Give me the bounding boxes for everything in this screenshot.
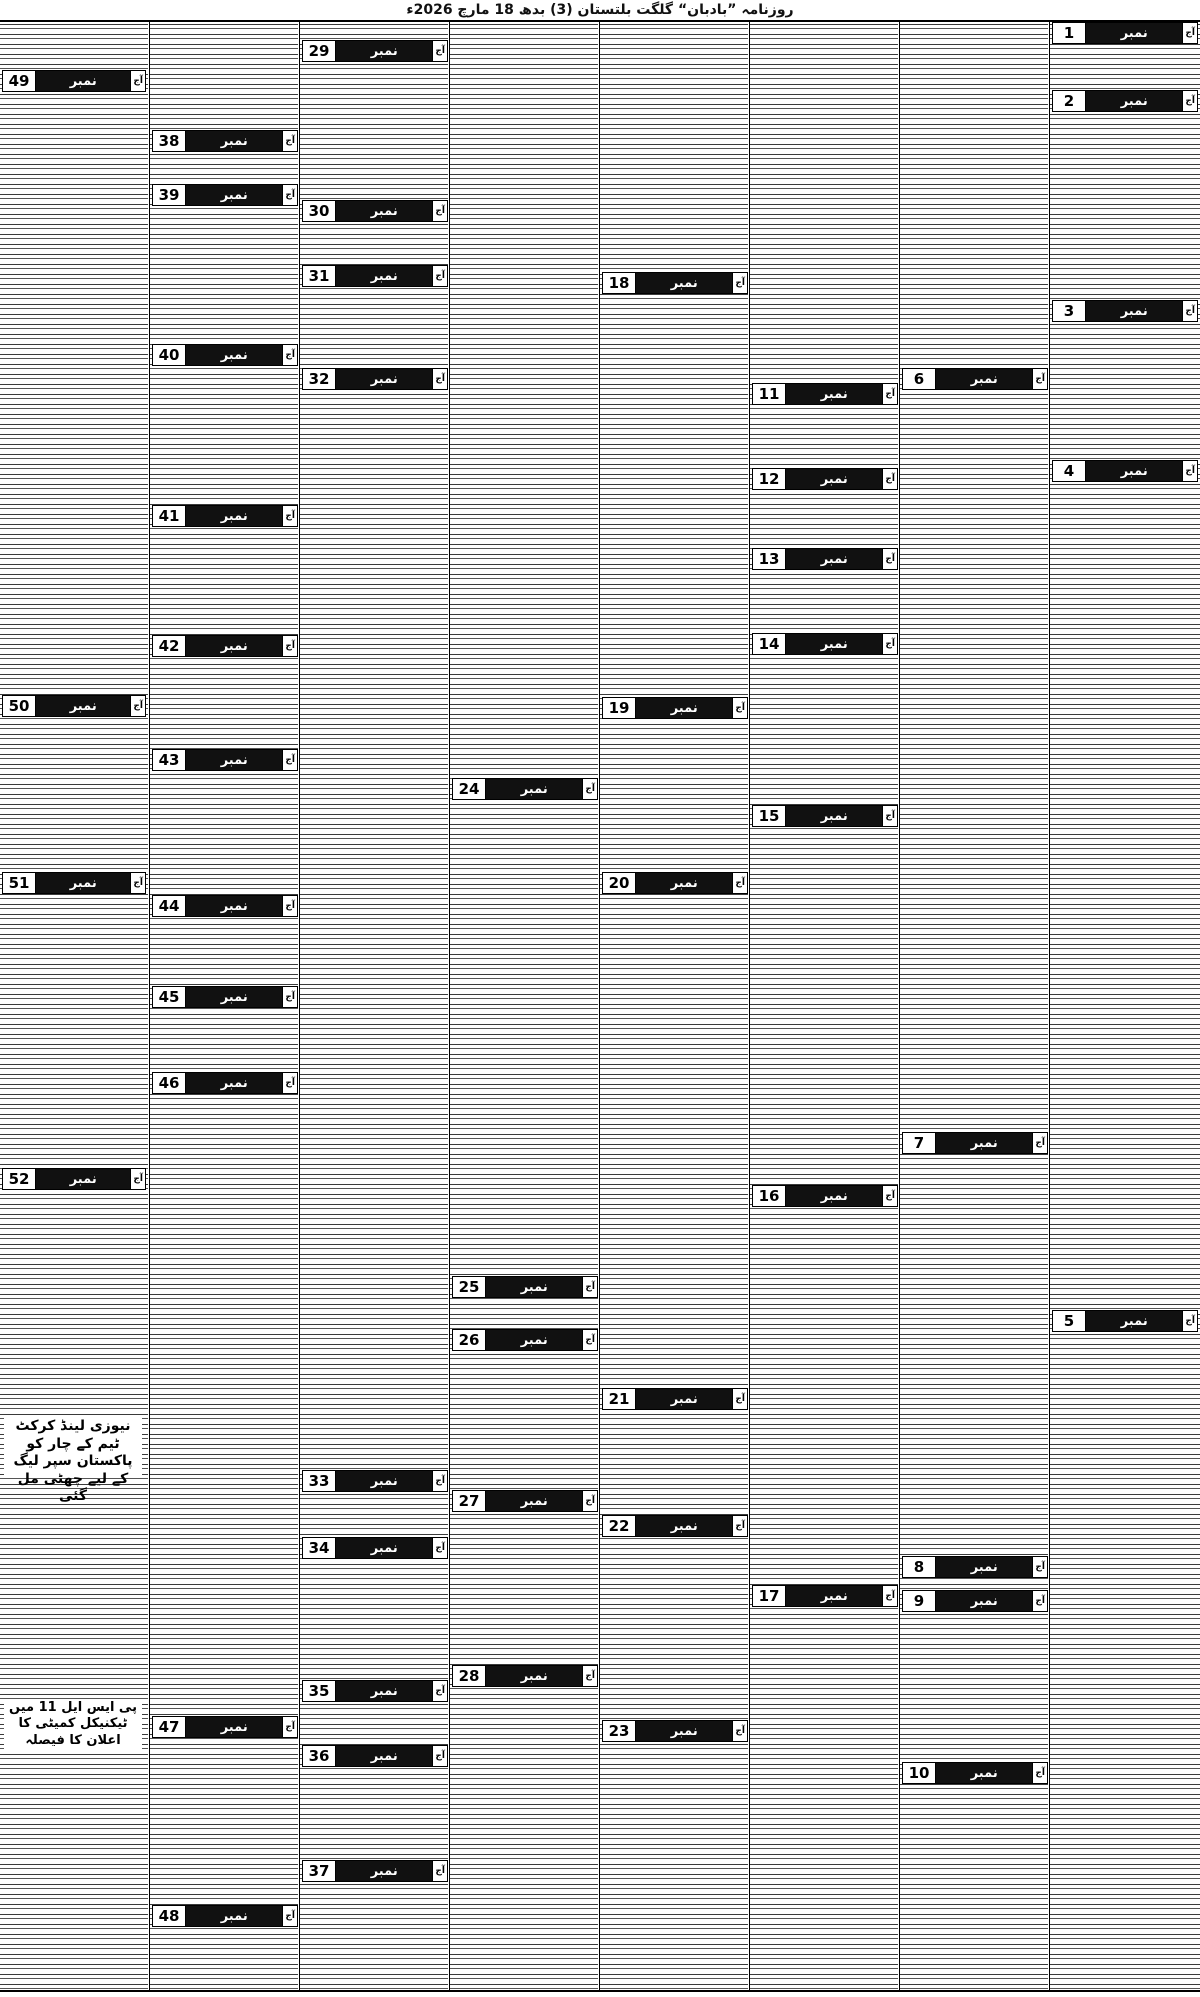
item-number: 42: [153, 636, 186, 656]
item-tag: آج: [882, 634, 897, 654]
item-number-badge: [302, 265, 448, 287]
item-label: نمبر: [786, 549, 882, 569]
item-number-badge: [152, 1905, 298, 1927]
item-label: نمبر: [336, 201, 432, 221]
item-number-badge: [152, 184, 298, 206]
item-number: 32: [303, 369, 336, 389]
item-number: 11: [753, 384, 786, 404]
text-column: [900, 22, 1048, 1990]
item-number-badge: [302, 1537, 448, 1559]
item-tag: آج: [282, 1906, 297, 1926]
item-number: 29: [303, 41, 336, 61]
item-number: 17: [753, 1586, 786, 1606]
item-number: 38: [153, 131, 186, 151]
text-column: [0, 22, 148, 1990]
text-column: [600, 22, 748, 1990]
item-tag: آج: [432, 201, 447, 221]
item-tag: آج: [882, 806, 897, 826]
item-number-badge: [902, 1556, 1048, 1578]
item-number-badge: [302, 40, 448, 62]
item-number-badge: [452, 1665, 598, 1687]
item-tag: آج: [432, 1538, 447, 1558]
item-number: 41: [153, 506, 186, 526]
item-tag: آج: [582, 1277, 597, 1297]
item-number: 50: [3, 696, 36, 716]
item-number-badge: [602, 1720, 748, 1742]
item-number: 18: [603, 273, 636, 293]
item-label: نمبر: [636, 273, 732, 293]
item-number: 12: [753, 469, 786, 489]
item-label: نمبر: [936, 1557, 1032, 1577]
item-tag: آج: [282, 896, 297, 916]
item-number-badge: [752, 805, 898, 827]
item-number: 3: [1053, 301, 1086, 321]
item-label: نمبر: [36, 71, 130, 91]
item-number: 20: [603, 873, 636, 893]
item-label: نمبر: [486, 1491, 582, 1511]
item-tag: آج: [1032, 1763, 1047, 1783]
item-number-badge: [2, 70, 146, 92]
item-number: 16: [753, 1186, 786, 1206]
column-divider: [1049, 22, 1050, 1990]
item-label: نمبر: [186, 131, 282, 151]
column-divider: [149, 22, 150, 1990]
item-tag: آج: [432, 1471, 447, 1491]
item-label: نمبر: [186, 185, 282, 205]
column-divider: [599, 22, 600, 1990]
item-label: نمبر: [1086, 461, 1182, 481]
item-number-badge: [752, 1185, 898, 1207]
item-tag: آج: [130, 1169, 145, 1189]
item-tag: آج: [1032, 1557, 1047, 1577]
item-tag: آج: [1032, 1133, 1047, 1153]
item-label: نمبر: [186, 506, 282, 526]
masthead: روزنامہ ”بادبان“ گلگت بلتستان (3) بدھ 18 مارچ 2026ء: [0, 0, 1200, 22]
item-label: نمبر: [336, 266, 432, 286]
item-number: 45: [153, 987, 186, 1007]
item-number-badge: [2, 1168, 146, 1190]
item-number-badge: [152, 130, 298, 152]
item-label: نمبر: [186, 636, 282, 656]
item-number: 30: [303, 201, 336, 221]
item-number-badge: [452, 778, 598, 800]
item-label: نمبر: [786, 806, 882, 826]
item-number: 44: [153, 896, 186, 916]
item-tag: آج: [1182, 91, 1197, 111]
item-number: 8: [903, 1557, 936, 1577]
item-number-badge: [302, 1470, 448, 1492]
item-label: نمبر: [186, 1717, 282, 1737]
item-number: 37: [303, 1861, 336, 1881]
item-number-badge: [752, 548, 898, 570]
item-label: نمبر: [786, 1186, 882, 1206]
item-label: نمبر: [786, 469, 882, 489]
item-number: 9: [903, 1591, 936, 1611]
item-number-badge: [302, 368, 448, 390]
item-number: 13: [753, 549, 786, 569]
item-label: نمبر: [186, 896, 282, 916]
item-number-badge: [152, 1716, 298, 1738]
item-tag: آج: [882, 469, 897, 489]
item-tag: آج: [1182, 1311, 1197, 1331]
item-number-badge: [452, 1490, 598, 1512]
item-number-badge: [602, 1515, 748, 1537]
item-label: نمبر: [336, 41, 432, 61]
item-label: نمبر: [36, 696, 130, 716]
item-label: نمبر: [336, 1538, 432, 1558]
item-label: نمبر: [186, 1906, 282, 1926]
item-number: 25: [453, 1277, 486, 1297]
item-label: نمبر: [1086, 91, 1182, 111]
item-label: نمبر: [636, 1389, 732, 1409]
item-tag: آج: [732, 873, 747, 893]
item-label: نمبر: [336, 1681, 432, 1701]
item-label: نمبر: [1086, 23, 1182, 43]
item-label: نمبر: [186, 1073, 282, 1093]
item-label: نمبر: [486, 1666, 582, 1686]
item-tag: آج: [130, 696, 145, 716]
item-tag: آج: [432, 1681, 447, 1701]
item-number-badge: [452, 1276, 598, 1298]
item-number-badge: [152, 986, 298, 1008]
item-number-badge: [152, 344, 298, 366]
item-number: 7: [903, 1133, 936, 1153]
item-number-badge: [1052, 90, 1198, 112]
item-tag: آج: [282, 1717, 297, 1737]
item-number-badge: [752, 383, 898, 405]
item-number-badge: [902, 1590, 1048, 1612]
item-tag: آج: [282, 750, 297, 770]
item-tag: آج: [1182, 461, 1197, 481]
item-number: 40: [153, 345, 186, 365]
item-number: 36: [303, 1746, 336, 1766]
item-label: نمبر: [1086, 301, 1182, 321]
item-number-badge: [2, 695, 146, 717]
item-number: 31: [303, 266, 336, 286]
item-number-badge: [902, 1762, 1048, 1784]
item-number: 15: [753, 806, 786, 826]
column-divider: [299, 22, 300, 1990]
item-label: نمبر: [936, 369, 1032, 389]
item-number: 49: [3, 71, 36, 91]
item-number: 47: [153, 1717, 186, 1737]
page-bottom-rule: [0, 1990, 1200, 1992]
item-number-badge: [152, 1072, 298, 1094]
item-number-badge: [1052, 460, 1198, 482]
item-number-badge: [452, 1329, 598, 1351]
item-number: 22: [603, 1516, 636, 1536]
item-number-badge: [602, 272, 748, 294]
item-number: 23: [603, 1721, 636, 1741]
item-number-badge: [602, 1388, 748, 1410]
item-label: نمبر: [486, 1330, 582, 1350]
item-label: نمبر: [636, 1721, 732, 1741]
item-label: نمبر: [786, 384, 882, 404]
item-number-badge: [302, 1680, 448, 1702]
item-tag: آج: [732, 273, 747, 293]
item-label: نمبر: [186, 987, 282, 1007]
item-tag: آج: [432, 369, 447, 389]
item-tag: آج: [882, 1586, 897, 1606]
column-divider: [899, 22, 900, 1990]
item-number: 34: [303, 1538, 336, 1558]
item-number-badge: [752, 468, 898, 490]
item-label: نمبر: [786, 634, 882, 654]
item-label: نمبر: [186, 345, 282, 365]
item-number: 46: [153, 1073, 186, 1093]
item-tag: آج: [282, 1073, 297, 1093]
item-tag: آج: [432, 1746, 447, 1766]
item-tag: آج: [882, 1186, 897, 1206]
item-number-badge: [1052, 1310, 1198, 1332]
item-number-badge: [1052, 300, 1198, 322]
item-label: نمبر: [486, 1277, 582, 1297]
item-number: 26: [453, 1330, 486, 1350]
item-tag: آج: [1182, 301, 1197, 321]
item-number-badge: [752, 1585, 898, 1607]
item-label: نمبر: [636, 873, 732, 893]
item-tag: آج: [130, 71, 145, 91]
item-label: نمبر: [936, 1133, 1032, 1153]
item-tag: آج: [282, 506, 297, 526]
item-number-badge: [152, 749, 298, 771]
item-number-badge: [2, 872, 146, 894]
psl-headline: پی ایس ایل 11 میں ٹیکنیکل کمیٹی کا اعلان کا فیصلہ: [4, 1700, 142, 1750]
item-number-badge: [602, 872, 748, 894]
text-column: [450, 22, 598, 1990]
item-number: 51: [3, 873, 36, 893]
item-number-badge: [302, 1745, 448, 1767]
item-tag: آج: [1032, 1591, 1047, 1611]
item-number: 4: [1053, 461, 1086, 481]
item-label: نمبر: [786, 1586, 882, 1606]
item-number: 28: [453, 1666, 486, 1686]
item-number: 52: [3, 1169, 36, 1189]
item-number-badge: [302, 1860, 448, 1882]
item-number-badge: [1052, 22, 1198, 44]
item-tag: آج: [582, 1666, 597, 1686]
item-tag: آج: [282, 987, 297, 1007]
item-number: 19: [603, 698, 636, 718]
column-divider: [449, 22, 450, 1990]
item-label: نمبر: [36, 873, 130, 893]
item-number-badge: [152, 635, 298, 657]
item-number: 27: [453, 1491, 486, 1511]
item-number-badge: [152, 505, 298, 527]
item-tag: آج: [432, 1861, 447, 1881]
item-label: نمبر: [636, 1516, 732, 1536]
item-number: 39: [153, 185, 186, 205]
cricket-headline: نیوزی لینڈ کرکٹ ٹیم کے چار کو پاکستان سپر لیگ کے لیے چھٹی مل گئی: [4, 1418, 142, 1478]
item-label: نمبر: [1086, 1311, 1182, 1331]
text-column: [750, 22, 898, 1990]
item-tag: آج: [282, 636, 297, 656]
item-tag: آج: [882, 384, 897, 404]
item-number: 2: [1053, 91, 1086, 111]
item-tag: آج: [582, 779, 597, 799]
item-tag: آج: [282, 131, 297, 151]
item-number: 1: [1053, 23, 1086, 43]
item-number-badge: [302, 200, 448, 222]
item-label: نمبر: [936, 1763, 1032, 1783]
item-number: 35: [303, 1681, 336, 1701]
item-number: 10: [903, 1763, 936, 1783]
item-tag: آج: [282, 185, 297, 205]
item-number-badge: [602, 697, 748, 719]
item-number: 5: [1053, 1311, 1086, 1331]
item-label: نمبر: [936, 1591, 1032, 1611]
item-label: نمبر: [336, 1746, 432, 1766]
item-tag: آج: [732, 698, 747, 718]
item-tag: آج: [1032, 369, 1047, 389]
item-label: نمبر: [186, 750, 282, 770]
item-number-badge: [152, 895, 298, 917]
item-number: 14: [753, 634, 786, 654]
item-label: نمبر: [336, 1471, 432, 1491]
item-tag: آج: [1182, 23, 1197, 43]
item-number: 24: [453, 779, 486, 799]
item-number: 33: [303, 1471, 336, 1491]
item-tag: آج: [732, 1389, 747, 1409]
item-tag: آج: [130, 873, 145, 893]
item-tag: آج: [732, 1721, 747, 1741]
item-tag: آج: [582, 1491, 597, 1511]
item-tag: آج: [432, 266, 447, 286]
item-label: نمبر: [336, 1861, 432, 1881]
item-label: نمبر: [636, 698, 732, 718]
item-number: 48: [153, 1906, 186, 1926]
item-tag: آج: [732, 1516, 747, 1536]
item-number: 43: [153, 750, 186, 770]
item-tag: آج: [882, 549, 897, 569]
item-label: نمبر: [336, 369, 432, 389]
item-tag: آج: [582, 1330, 597, 1350]
item-label: نمبر: [486, 779, 582, 799]
item-number-badge: [752, 633, 898, 655]
column-divider: [749, 22, 750, 1990]
item-number: 6: [903, 369, 936, 389]
item-number-badge: [902, 368, 1048, 390]
item-tag: آج: [432, 41, 447, 61]
item-number-badge: [902, 1132, 1048, 1154]
item-tag: آج: [282, 345, 297, 365]
item-label: نمبر: [36, 1169, 130, 1189]
item-number: 21: [603, 1389, 636, 1409]
